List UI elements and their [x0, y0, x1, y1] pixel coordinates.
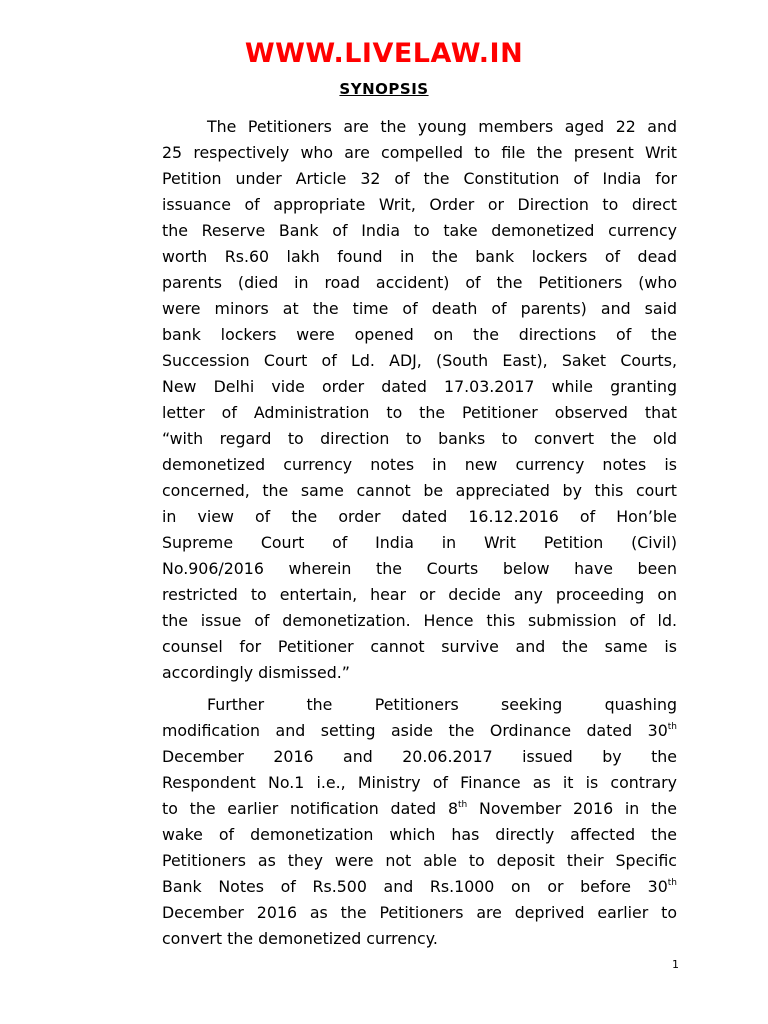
- paragraph-line: demonetized currency notes in new currency notes is: [162, 455, 677, 474]
- line-text: November 2016 in the: [467, 799, 677, 818]
- paragraph-line: parents (died in road accident) of the Petitioners (who: [162, 273, 677, 292]
- synopsis-heading: SYNOPSIS: [339, 80, 429, 98]
- line-text: modification and setting aside the Ordinance dated 30: [162, 721, 668, 740]
- paragraph-line: Further the Petitioners seeking quashing: [207, 695, 677, 714]
- paragraph-line: letter of Administration to the Petitioner observed that: [162, 403, 677, 422]
- paragraph-line: Succession Court of Ld. ADJ, (South East), Saket Courts,: [162, 351, 677, 370]
- paragraph-line: December 2016 and 20.06.2017 issued by the: [162, 747, 677, 766]
- paragraph-line: “with regard to direction to banks to convert the old: [162, 429, 677, 448]
- paragraph-line: counsel for Petitioner cannot survive and the same is: [162, 637, 677, 656]
- paragraph-line: [162, 796, 677, 822]
- paragraph-line: December 2016 as the Petitioners are deprived earlier to: [162, 903, 677, 922]
- synopsis-paragraph-1: [162, 114, 677, 686]
- ordinal-suffix: th: [667, 878, 677, 888]
- livelaw-watermark-header: WWW.LIVELAW.IN: [244, 38, 524, 69]
- paragraph-line: the issue of demonetization. Hence this submission of ld.: [162, 611, 677, 630]
- paragraph-line: Supreme Court of India in Writ Petition (Civil): [162, 533, 677, 552]
- paragraph-line: were minors at the time of death of parents) and said: [162, 299, 677, 318]
- paragraph-line: New Delhi vide order dated 17.03.2017 while granting: [162, 377, 677, 396]
- line-text: Bank Notes of Rs.500 and Rs.1000 on or before 30: [162, 877, 668, 896]
- synopsis-paragraph-2: [162, 692, 677, 952]
- paragraph-line: Petitioners as they were not able to deposit their Specific: [162, 851, 677, 870]
- paragraph-line: the Reserve Bank of India to take demonetized currency: [162, 221, 677, 240]
- paragraph-line: Respondent No.1 i.e., Ministry of Finance as it is contrary: [162, 773, 677, 792]
- paragraph-line: The Petitioners are the young members aged 22 and: [207, 117, 677, 136]
- paragraph-line: convert the demonetized currency.: [162, 929, 438, 948]
- line-text: to the earlier notification dated 8: [162, 799, 459, 818]
- paragraph-line: [162, 874, 677, 900]
- paragraph-line: restricted to entertain, hear or decide any proceeding on: [162, 585, 677, 604]
- paragraph-line: accordingly dismissed.”: [162, 663, 350, 682]
- paragraph-line: 25 respectively who are compelled to file the present Writ: [162, 143, 677, 162]
- ordinal-suffix: th: [458, 800, 468, 810]
- paragraph-line: in view of the order dated 16.12.2016 of Hon’ble: [162, 507, 677, 526]
- page-number: 1: [672, 958, 679, 971]
- paragraph-line: wake of demonetization which has directly affected the: [162, 825, 677, 844]
- paragraph-line: bank lockers were opened on the directions of the: [162, 325, 677, 344]
- paragraph-line: No.906/2016 wherein the Courts below have been: [162, 559, 677, 578]
- paragraph-line: worth Rs.60 lakh found in the bank lockers of dead: [162, 247, 677, 266]
- paragraph-line: concerned, the same cannot be appreciated by this court: [162, 481, 677, 500]
- paragraph-line: issuance of appropriate Writ, Order or Direction to direct: [162, 195, 677, 214]
- paragraph-line: Petition under Article 32 of the Constitution of India for: [162, 169, 677, 188]
- ordinal-suffix: th: [667, 722, 677, 732]
- paragraph-line: [162, 718, 677, 744]
